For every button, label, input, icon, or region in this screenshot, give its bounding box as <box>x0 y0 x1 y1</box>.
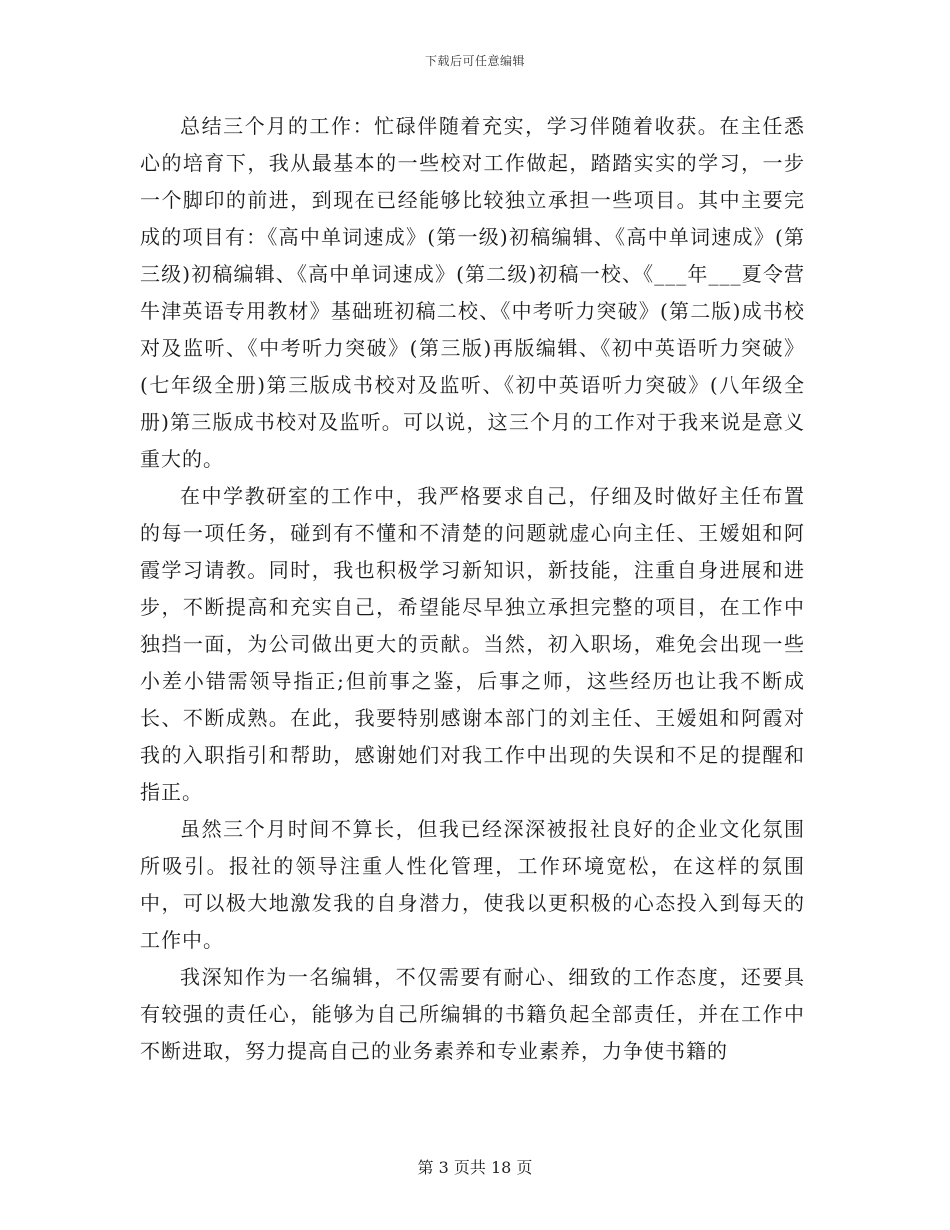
paragraph-2: 在中学教研室的工作中，我严格要求自己，仔细及时做好主任布置的每一项任务，碰到有不懂和不清楚的问题就虚心向主任、王嫒姐和阿霞学习请教。同时，我也积极学习新知识，新技能，注重自身进展和进步，不断提高和充实自己，希望能尽早独立承担完整的项目，在工作中独挡一面，为公司做出更大的贡献。当然，初入职场，难免会出现一些小差小错需领导指正;但前事之鉴，后事之师，这些经历也让我不断成长、不断成熟。在此，我要特别感谢本部门的刘主任、王嫒姐和阿霞对我的入职指引和帮助，感谢她们对我工作中出现的失误和不足的提醒和指正。 <box>140 484 805 804</box>
page-header: 下载后可任意编辑 <box>424 54 525 68</box>
document-body <box>140 108 805 1070</box>
paragraph-3: 虽然三个月时间不算长，但我已经深深被报社良好的企业文化氛围所吸引。报社的领导注重人性化管理，工作环境宽松，在这样的氛围中，可以极大地激发我的自身潜力，使我以更积极的心态投入到每天的工作中。 <box>140 817 805 952</box>
paragraph-1: 总结三个月的工作：忙碌伴随着充实，学习伴随着收获。在主任悉心的培育下，我从最基本的一些校对工作做起，踏踏实实的学习，一步一个脚印的前进，到现在已经能够比较独立承担一些项目。其中主要完成的项目有：《高中单词速成》(第一级)初稿编辑、《高中单词速成》(第三级)初稿编辑、《高中单词速成》(第二级)初稿一校、《___年___夏令营牛津英语专用教材》基础班初稿二校、《中考听力突破》(第二版)成书校对及监听、《中考听力突破》(第三版)再版编辑、《初中英语听力突破》(七年级全册)第三版成书校对及监听、《初中英语听力突破》(八年级全册)第三版成书校对及监听。可以说，这三个月的工作对于我来说是意义重大的。 <box>140 114 805 471</box>
paragraph-4: 我深知作为一名编辑，不仅需要有耐心、细致的工作态度，还要具有较强的责任心，能够为自己所编辑的书籍负起全部责任，并在工作中不断进取，努力提高自己的业务素养和专业素养，力争使书籍的 <box>140 965 805 1063</box>
page-number-footer: 第 3 页共 18 页 <box>417 1158 533 1177</box>
